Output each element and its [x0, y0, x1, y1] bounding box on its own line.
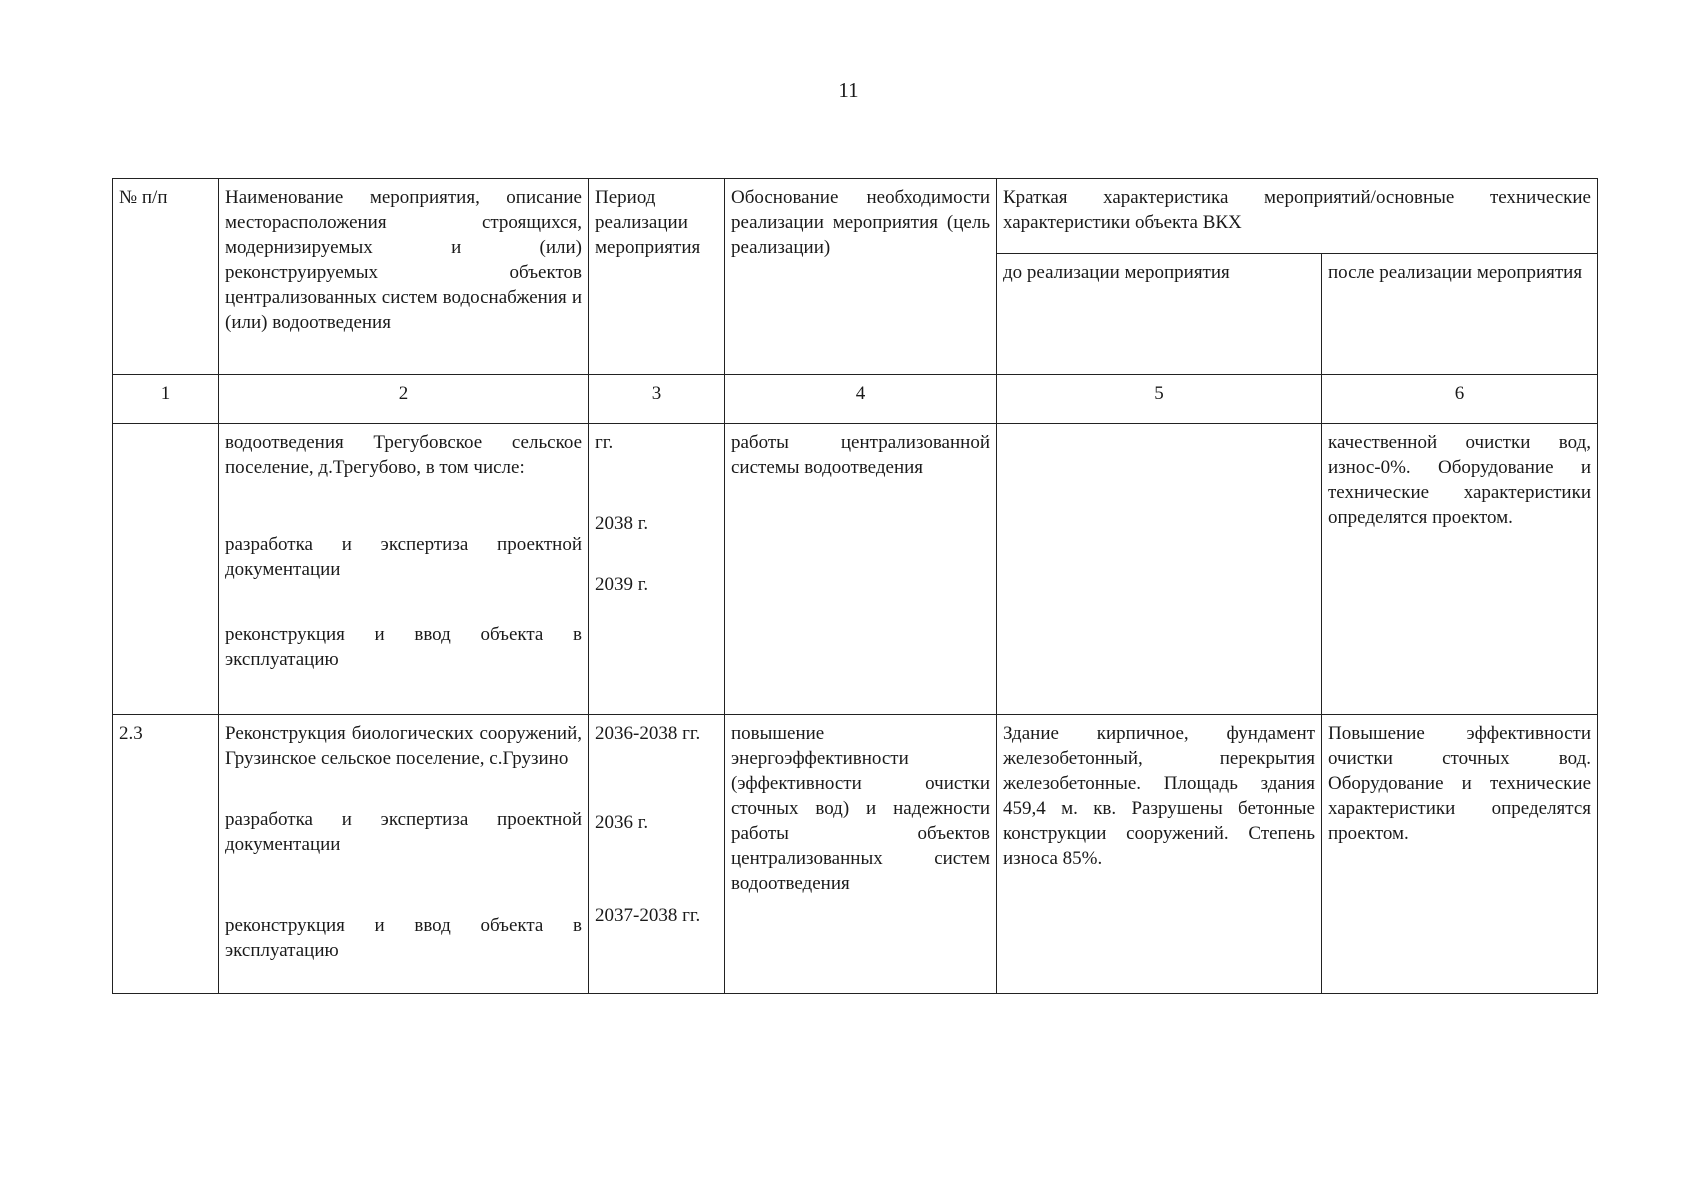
- header-cell-justification: Обоснование необходимости реализации мероприятия (цель реализации): [725, 179, 997, 375]
- column-number: 3: [589, 375, 725, 424]
- row-before: Здание кирпичное, фундамент железобетонный, перекрытия железобетонные. Площадь здания 459,4 м. кв. Разрушены бетонные конструкции сооружений. Степень износа 85%.: [997, 715, 1322, 994]
- header-cell-name: Наименование мероприятия, описание месторасположения строящихся, модернизируемых и (или) реконструируемых объектов централизованных систем водоснабжения и (или) водоотведения: [219, 179, 589, 375]
- row-subitem-construction: реконструкция и ввод объекта в эксплуатацию: [225, 915, 582, 961]
- row-period-cell: [589, 424, 725, 715]
- row-after: качественной очистки вод, износ-0%. Оборудование и технические характеристики определятся проектом.: [1322, 424, 1598, 715]
- measures-table: [112, 178, 1598, 994]
- row-subitem-construction: реконструкция и ввод объекта в эксплуатацию: [225, 624, 582, 670]
- column-number: 5: [997, 375, 1322, 424]
- table-row: [113, 424, 1598, 715]
- header-cell-characteristics: Краткая характеристика мероприятий/основные технические характеристики объекта ВКХ: [997, 179, 1598, 254]
- row-period: 2036-2038 гг.: [595, 723, 701, 744]
- column-number: 2: [219, 375, 589, 424]
- header-cell-after: после реализации мероприятия: [1322, 254, 1598, 375]
- row-number: 2.3: [113, 715, 219, 994]
- column-number: 1: [113, 375, 219, 424]
- row-name-cell: [219, 715, 589, 994]
- row-before: [997, 424, 1322, 715]
- row-period: гг.: [595, 432, 614, 453]
- row-period-design: 2036 г.: [595, 812, 649, 833]
- row-name: водоотведения Трегубовское сельское поселение, д.Трегубово, в том числе:: [225, 432, 582, 478]
- row-period-cell: [589, 715, 725, 994]
- row-justification: работы централизованной системы водоотведения: [725, 424, 997, 715]
- row-number: [113, 424, 219, 715]
- header-cell-period: Период реализации мероприятия: [589, 179, 725, 375]
- row-subitem-design: разработка и экспертиза проектной документации: [225, 534, 582, 580]
- row-period-construction: 2039 г.: [595, 574, 649, 595]
- column-number: 6: [1322, 375, 1598, 424]
- row-period-design: 2038 г.: [595, 513, 649, 534]
- column-number: 4: [725, 375, 997, 424]
- row-name: Реконструкция биологических сооружений, Грузинское сельское поселение, с.Грузино: [225, 723, 582, 769]
- table-row: [113, 715, 1598, 994]
- header-row-1: [113, 179, 1598, 254]
- row-period-construction: 2037-2038 гг.: [595, 905, 701, 926]
- header-cell-before: до реализации мероприятия: [997, 254, 1322, 375]
- header-cell-number: № п/п: [113, 179, 219, 375]
- page-number: 11: [838, 78, 859, 102]
- row-after: Повышение эффективности очистки сточных вод. Оборудование и технические характеристики определятся проектом.: [1322, 715, 1598, 994]
- row-justification: повышение энергоэффективности (эффективности очистки сточных вод) и надежности работы объектов централизованных систем водоотведения: [725, 715, 997, 994]
- row-subitem-design: разработка и экспертиза проектной документации: [225, 809, 582, 855]
- column-numbers-row: [113, 375, 1598, 424]
- row-name-cell: [219, 424, 589, 715]
